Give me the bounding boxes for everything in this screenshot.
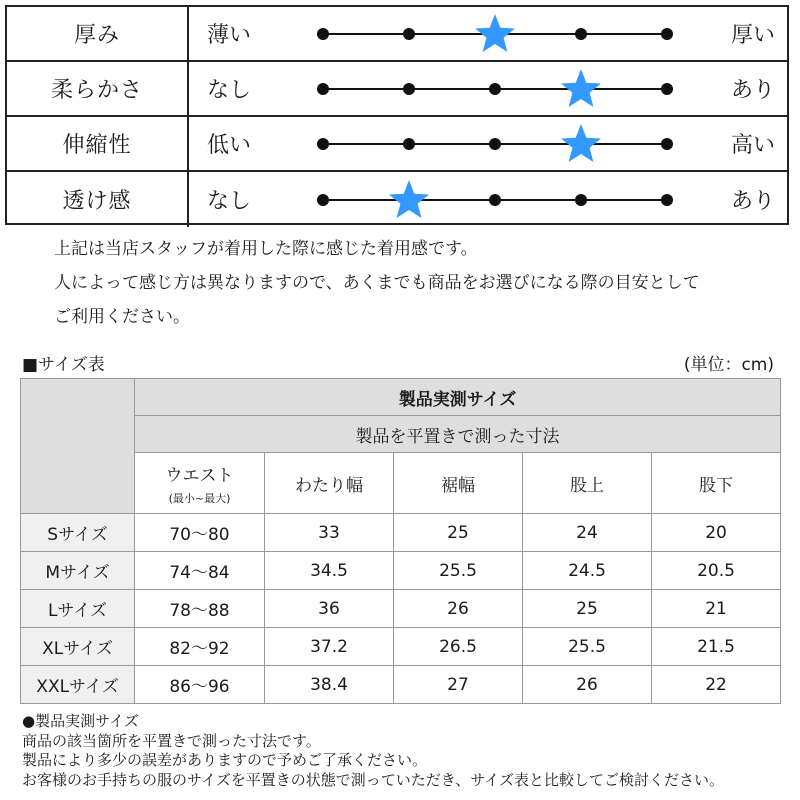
table-cell: 74～84: [135, 552, 265, 590]
table-cell: 34.5: [265, 552, 394, 590]
feel-low-label: 低い: [207, 133, 252, 158]
row-header-size: Sサイズ: [21, 514, 135, 552]
note-line: 上記は当店スタッフが着用した際に感じた着用感です。: [54, 239, 478, 259]
scale-dot: [317, 138, 329, 150]
scale-dot: [403, 83, 415, 95]
scale-dot: [489, 194, 501, 206]
table-cell: 36: [265, 590, 394, 628]
table-cell: 24.5: [523, 552, 652, 590]
scale-dot: [317, 28, 329, 40]
row-header-size: XXLサイズ: [21, 666, 135, 704]
table-cell: 37.2: [265, 628, 394, 666]
feel-high-label: 厚い: [730, 23, 775, 48]
scale-dot: [317, 83, 329, 95]
rating-star-icon: [559, 67, 603, 111]
column-header-thigh: わたり幅: [265, 453, 394, 514]
table-header-method: 製品を平置きで測った寸法: [135, 416, 781, 453]
size-table-title: ■サイズ表: [22, 355, 105, 375]
scale-dot: [661, 194, 673, 206]
feel-scale: [307, 117, 677, 170]
column-header-hem: 裾幅: [394, 453, 523, 514]
scale-dot: [403, 28, 415, 40]
feel-high-label: あり: [730, 189, 775, 214]
feel-label: 厚み: [7, 7, 189, 60]
row-header-size: XLサイズ: [21, 628, 135, 666]
row-header-size: Lサイズ: [21, 590, 135, 628]
scale-dot: [489, 83, 501, 95]
feel-low-label: なし: [207, 189, 252, 214]
table-corner: [21, 379, 135, 514]
feel-label: 柔らかさ: [7, 62, 189, 115]
feel-high-label: あり: [730, 78, 775, 103]
note-line: ご利用ください。: [54, 307, 190, 327]
size-table: [20, 378, 781, 704]
rating-star-icon: [559, 122, 603, 166]
table-cell: 25.5: [523, 628, 652, 666]
unit-label: (単位：cm): [683, 355, 774, 375]
table-cell: 21: [652, 590, 781, 628]
wear-feel-table: [5, 5, 789, 225]
footnotes: [22, 712, 724, 790]
scale-dot: [575, 28, 587, 40]
row-header-size: Mサイズ: [21, 552, 135, 590]
table-cell: 70～80: [135, 514, 265, 552]
scale-dot: [575, 194, 587, 206]
table-cell: 82～92: [135, 628, 265, 666]
scale-dot: [403, 138, 415, 150]
scale-dot: [489, 138, 501, 150]
column-sub: (最小~最大): [168, 491, 231, 505]
feel-row-softness: [7, 62, 787, 117]
table-cell: 25: [394, 514, 523, 552]
table-cell: 24: [523, 514, 652, 552]
table-cell: 25.5: [394, 552, 523, 590]
column-name: ウエスト: [165, 465, 234, 486]
table-cell: 20.5: [652, 552, 781, 590]
feel-high-label: 高い: [730, 133, 775, 158]
column-header-inseam: 股下: [652, 453, 781, 514]
footnote-line: 商品の該当箇所を平置きで測った寸法です。: [22, 731, 321, 750]
table-cell: 27: [394, 666, 523, 704]
table-cell: 26: [394, 590, 523, 628]
table-header-measured: 製品実測サイズ: [135, 379, 781, 416]
table-cell: 78～88: [135, 590, 265, 628]
feel-low-label: なし: [207, 78, 252, 103]
table-cell: 33: [265, 514, 394, 552]
feel-label: 伸縮性: [7, 117, 189, 170]
feel-note: [54, 232, 700, 334]
feel-scale: [307, 62, 677, 115]
table-cell: 26.5: [394, 628, 523, 666]
rating-star-icon: [473, 12, 517, 56]
scale-dot: [661, 83, 673, 95]
scale-dot: [661, 138, 673, 150]
table-cell: 25: [523, 590, 652, 628]
table-cell: 86～96: [135, 666, 265, 704]
rating-star-icon: [387, 178, 431, 222]
column-header-waist: [135, 453, 265, 514]
feel-row-thickness: [7, 7, 787, 62]
table-cell: 38.4: [265, 666, 394, 704]
note-line: 人によって感じ方は異なりますので、あくまでも商品をお選びになる際の目安として: [54, 273, 700, 293]
scale-dot: [317, 194, 329, 206]
feel-scale: [307, 7, 677, 60]
feel-scale: [307, 172, 677, 227]
feel-row-sheerness: [7, 172, 787, 227]
table-cell: 21.5: [652, 628, 781, 666]
footnote-heading: ●製品実測サイズ: [22, 712, 139, 730]
table-cell: 26: [523, 666, 652, 704]
feel-low-label: 薄い: [207, 23, 252, 48]
feel-label: 透け感: [7, 172, 189, 227]
scale-dot: [661, 28, 673, 40]
table-cell: 20: [652, 514, 781, 552]
footnote-line: お客様のお手持ちの服のサイズを平置きの状態で測っていただき、サイズ表と比較してご検討ください。: [22, 770, 725, 789]
column-header-rise: 股上: [523, 453, 652, 514]
footnote-line: 製品により多少の誤差がありますので予めご了承ください。: [22, 751, 428, 769]
feel-row-stretch: [7, 117, 787, 172]
table-cell: 22: [652, 666, 781, 704]
